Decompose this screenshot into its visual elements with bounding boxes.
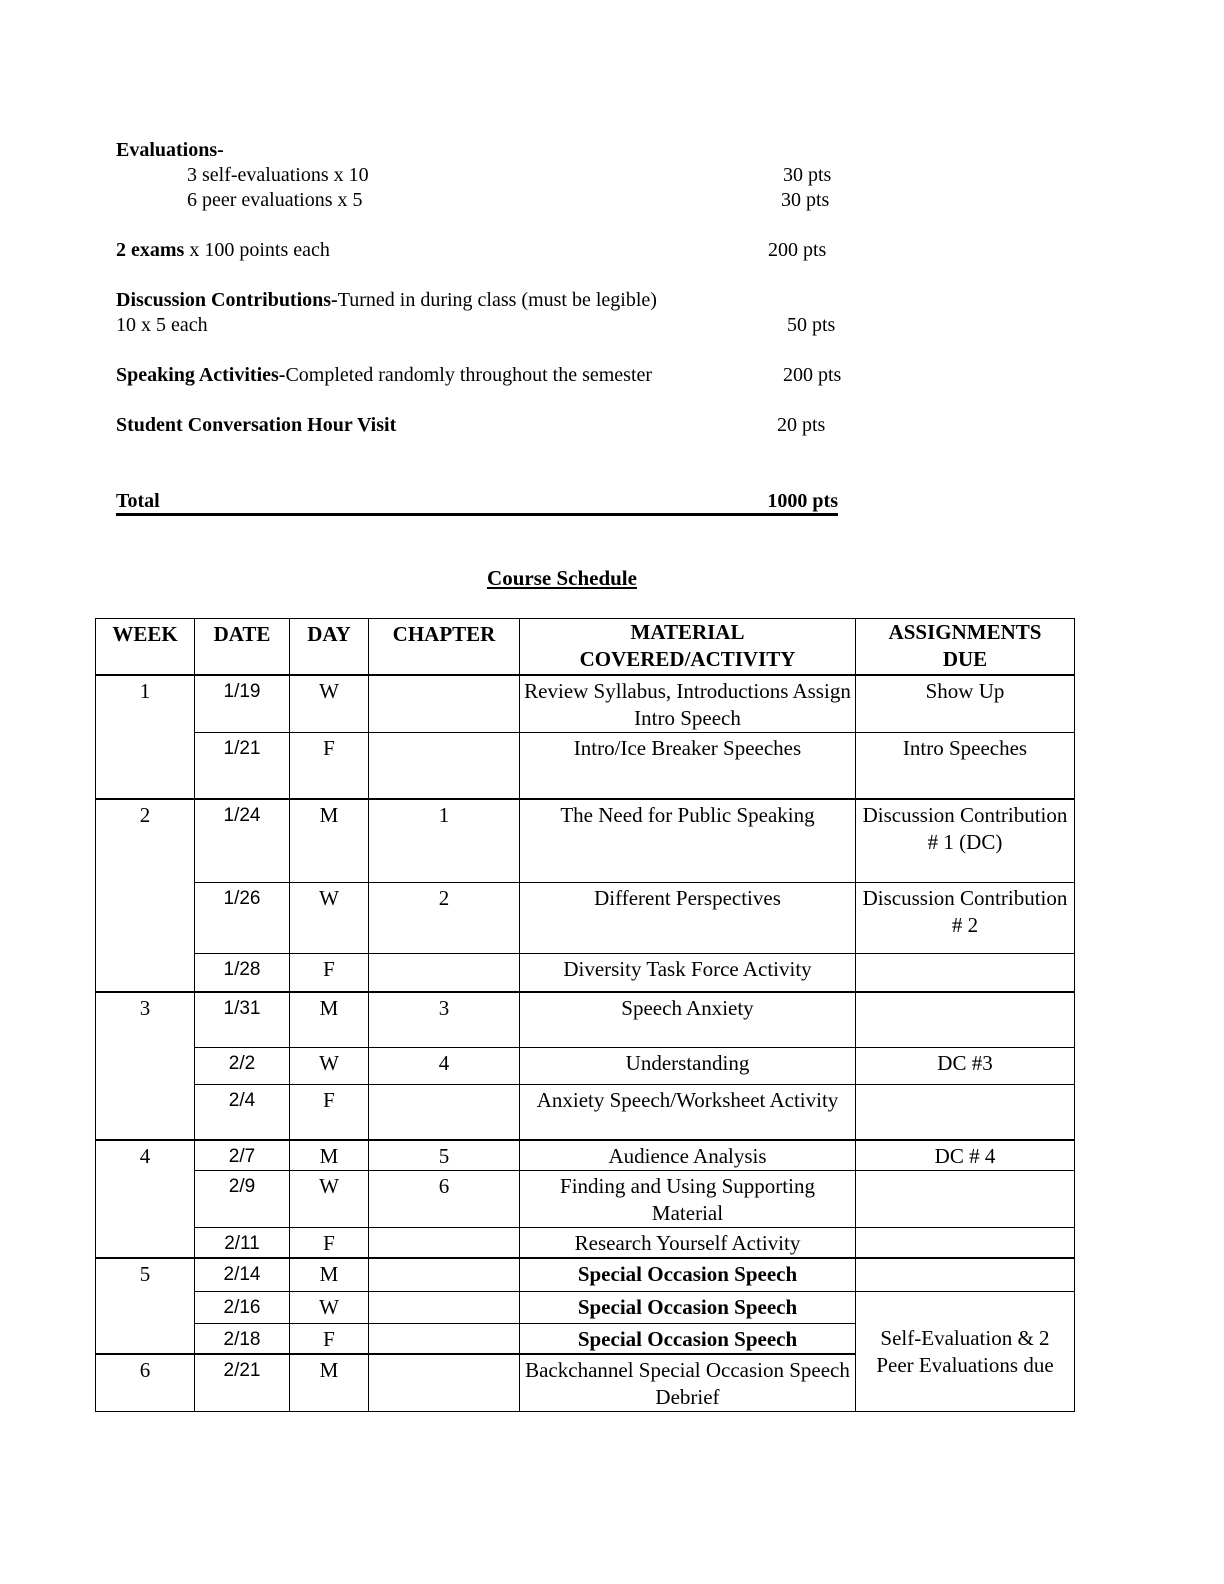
material-cell: Special Occasion Speech bbox=[520, 1323, 856, 1354]
material-cell: Different Perspectives bbox=[520, 882, 856, 953]
material-cell: Review Syllabus, Introductions Assign Intro Speech bbox=[520, 675, 856, 733]
day-cell: M bbox=[290, 1354, 369, 1412]
assignment-cell bbox=[856, 992, 1075, 1047]
day-cell: M bbox=[290, 799, 369, 882]
date-cell: 1/26 bbox=[195, 882, 290, 953]
date-cell: 1/31 bbox=[195, 992, 290, 1047]
day-cell: F bbox=[290, 953, 369, 992]
table-row bbox=[96, 882, 1075, 953]
chapter-cell bbox=[369, 1323, 520, 1354]
date-cell: 2/18 bbox=[195, 1323, 290, 1354]
date-cell: 2/4 bbox=[195, 1084, 290, 1140]
chapter-cell: 4 bbox=[369, 1047, 520, 1084]
table-row bbox=[96, 732, 1075, 799]
assignment-cell: Discussion Contribution # 1 (DC) bbox=[856, 799, 1075, 882]
table-row bbox=[96, 1258, 1075, 1291]
chapter-cell: 6 bbox=[369, 1171, 520, 1228]
table-row bbox=[96, 1171, 1075, 1228]
exams-label bbox=[116, 238, 330, 262]
material-cell: Backchannel Special Occasion Speech Debrief bbox=[520, 1354, 856, 1412]
chapter-cell bbox=[369, 1228, 520, 1259]
material-cell: Intro/Ice Breaker Speeches bbox=[520, 732, 856, 799]
day-cell: F bbox=[290, 1323, 369, 1354]
table-row bbox=[96, 1084, 1075, 1140]
speaking-points: 200 pts bbox=[783, 364, 842, 386]
date-cell: 2/2 bbox=[195, 1047, 290, 1084]
assignment-cell: Discussion Contribution # 2 bbox=[856, 882, 1075, 953]
assignment-cell bbox=[856, 1171, 1075, 1228]
day-cell: M bbox=[290, 992, 369, 1047]
self-evaluations-points: 30 pts bbox=[783, 164, 832, 186]
week-cell: 2 bbox=[96, 799, 195, 992]
exams-detail: x 100 points each bbox=[184, 239, 330, 261]
date-cell: 1/19 bbox=[195, 675, 290, 733]
day-cell: M bbox=[290, 1140, 369, 1171]
material-cell: Special Occasion Speech bbox=[520, 1258, 856, 1291]
assignment-cell: Self-Evaluation & 2 Peer Evaluations due bbox=[856, 1291, 1075, 1411]
schedule-title: Course Schedule bbox=[487, 566, 637, 590]
assignment-cell bbox=[856, 1258, 1075, 1291]
discussion-label bbox=[116, 288, 657, 312]
chapter-cell bbox=[369, 1084, 520, 1140]
assignment-cell bbox=[856, 1084, 1075, 1140]
header-week: WEEK bbox=[96, 619, 195, 675]
header-chapter: CHAPTER bbox=[369, 619, 520, 675]
table-row bbox=[96, 1291, 1075, 1323]
assignment-cell: DC # 4 bbox=[856, 1140, 1075, 1171]
speaking-bold: Speaking Activities- bbox=[116, 364, 286, 386]
evaluations-heading: Evaluations- bbox=[116, 139, 224, 161]
table-header-row bbox=[96, 619, 1075, 675]
header-assignments: ASSIGNMENTS DUE bbox=[856, 619, 1075, 675]
discussion-detail: Turned in during class (must be legible) bbox=[337, 289, 657, 311]
day-cell: W bbox=[290, 675, 369, 733]
material-cell: Research Yourself Activity bbox=[520, 1228, 856, 1259]
table-row bbox=[96, 953, 1075, 992]
material-cell: Special Occasion Speech bbox=[520, 1291, 856, 1323]
date-cell: 2/21 bbox=[195, 1354, 290, 1412]
peer-evaluations-points: 30 pts bbox=[781, 189, 830, 211]
table-row bbox=[96, 1140, 1075, 1171]
peer-evaluations-label: 6 peer evaluations x 5 bbox=[187, 189, 363, 211]
material-cell: Finding and Using Supporting Material bbox=[520, 1171, 856, 1228]
chapter-cell: 1 bbox=[369, 799, 520, 882]
table-row bbox=[96, 1047, 1075, 1084]
week-cell: 1 bbox=[96, 675, 195, 800]
chapter-cell: 3 bbox=[369, 992, 520, 1047]
discussion-count: 10 x 5 each bbox=[116, 314, 208, 336]
speaking-label bbox=[116, 363, 652, 387]
header-material: MATERIAL COVERED/ACTIVITY bbox=[520, 619, 856, 675]
day-cell: W bbox=[290, 882, 369, 953]
table-row bbox=[96, 1228, 1075, 1259]
table-row bbox=[96, 992, 1075, 1047]
date-cell: 2/16 bbox=[195, 1291, 290, 1323]
chapter-cell: 2 bbox=[369, 882, 520, 953]
chapter-cell bbox=[369, 1258, 520, 1291]
date-cell: 1/28 bbox=[195, 953, 290, 992]
chapter-cell bbox=[369, 1354, 520, 1412]
date-cell: 1/21 bbox=[195, 732, 290, 799]
speaking-detail: Completed randomly throughout the semester bbox=[285, 364, 653, 386]
week-cell: 4 bbox=[96, 1140, 195, 1258]
exams-bold: 2 exams bbox=[116, 239, 185, 261]
assignment-cell: Intro Speeches bbox=[856, 732, 1075, 799]
material-cell: Understanding bbox=[520, 1047, 856, 1084]
date-cell: 2/7 bbox=[195, 1140, 290, 1171]
self-evaluations-label: 3 self-evaluations x 10 bbox=[187, 164, 369, 186]
header-date: DATE bbox=[195, 619, 290, 675]
material-cell: Speech Anxiety bbox=[520, 992, 856, 1047]
day-cell: W bbox=[290, 1171, 369, 1228]
date-cell: 2/14 bbox=[195, 1258, 290, 1291]
assignment-cell: Show Up bbox=[856, 675, 1075, 733]
chapter-cell bbox=[369, 1291, 520, 1323]
chapter-cell bbox=[369, 953, 520, 992]
day-cell: W bbox=[290, 1047, 369, 1084]
assignment-cell: DC #3 bbox=[856, 1047, 1075, 1084]
day-cell: F bbox=[290, 1084, 369, 1140]
header-day: DAY bbox=[290, 619, 369, 675]
discussion-points: 50 pts bbox=[787, 314, 836, 336]
week-cell: 6 bbox=[96, 1354, 195, 1412]
discussion-bold: Discussion Contributions- bbox=[116, 289, 338, 311]
conversation-points: 20 pts bbox=[777, 414, 826, 436]
week-cell: 5 bbox=[96, 1258, 195, 1354]
material-cell: Audience Analysis bbox=[520, 1140, 856, 1171]
chapter-cell bbox=[369, 675, 520, 733]
total-points: 1000 pts bbox=[767, 490, 838, 512]
total-row bbox=[116, 489, 838, 516]
material-cell: The Need for Public Speaking bbox=[520, 799, 856, 882]
date-cell: 1/24 bbox=[195, 799, 290, 882]
exams-points: 200 pts bbox=[768, 239, 827, 261]
date-cell: 2/9 bbox=[195, 1171, 290, 1228]
chapter-cell: 5 bbox=[369, 1140, 520, 1171]
day-cell: F bbox=[290, 1228, 369, 1259]
material-cell: Diversity Task Force Activity bbox=[520, 953, 856, 992]
assignment-cell bbox=[856, 1228, 1075, 1259]
table-row bbox=[96, 799, 1075, 882]
schedule-table bbox=[95, 618, 1075, 1412]
chapter-cell bbox=[369, 732, 520, 799]
day-cell: W bbox=[290, 1291, 369, 1323]
week-cell: 3 bbox=[96, 992, 195, 1140]
total-label: Total bbox=[116, 490, 160, 512]
assignment-cell bbox=[856, 953, 1075, 992]
table-row bbox=[96, 675, 1075, 733]
date-cell: 2/11 bbox=[195, 1228, 290, 1259]
material-cell: Anxiety Speech/Worksheet Activity bbox=[520, 1084, 856, 1140]
day-cell: F bbox=[290, 732, 369, 799]
day-cell: M bbox=[290, 1258, 369, 1291]
conversation-label: Student Conversation Hour Visit bbox=[116, 414, 397, 436]
